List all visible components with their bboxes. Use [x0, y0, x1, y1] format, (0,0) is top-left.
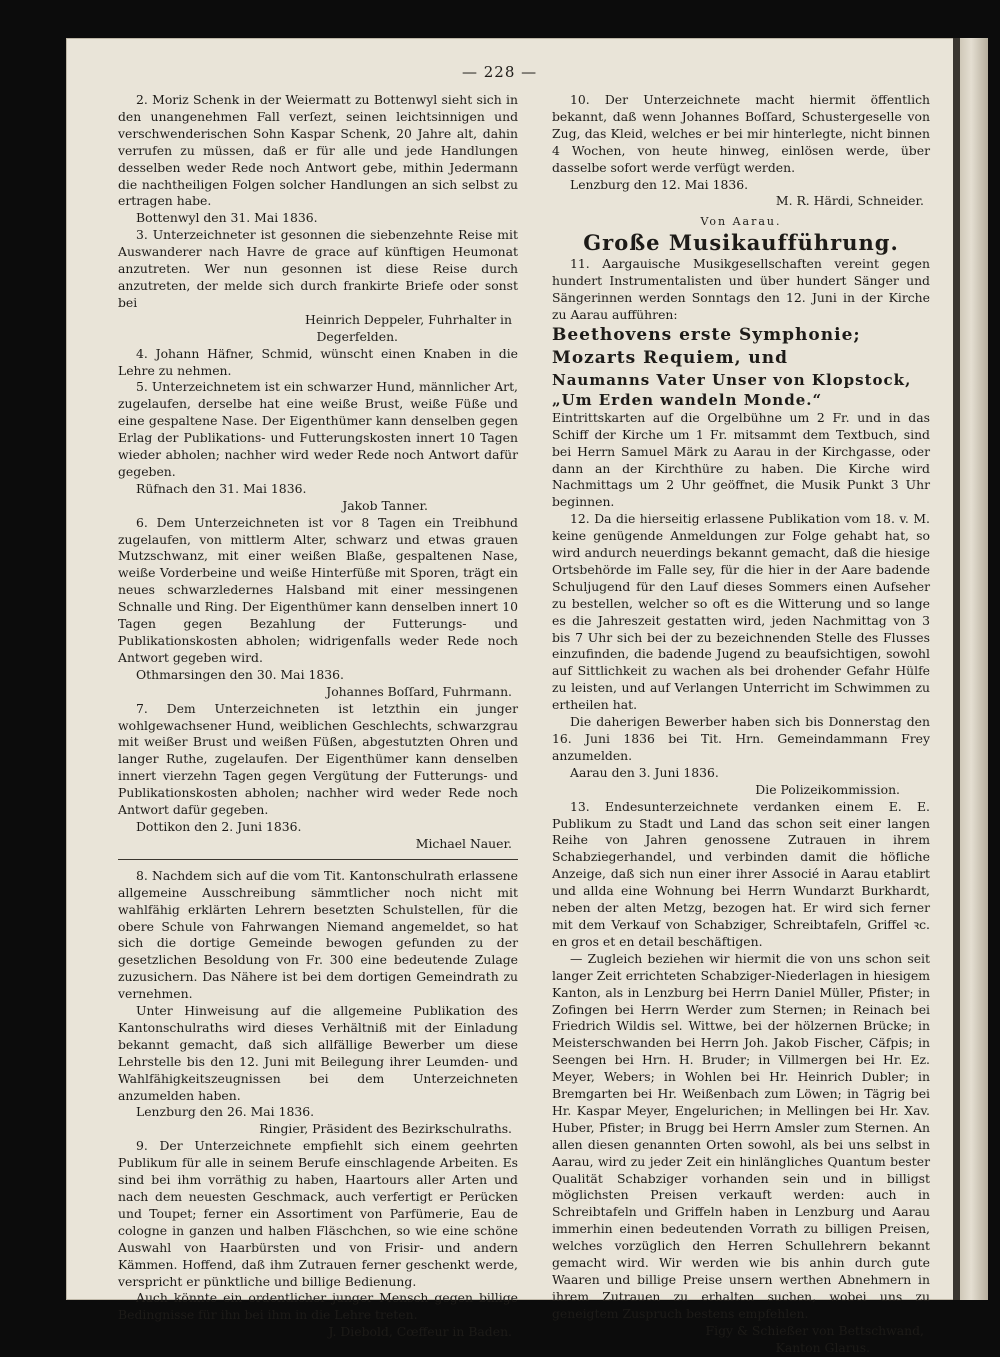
concert-heading: Große Musikaufführung.: [583, 230, 899, 256]
left-column: [118, 92, 518, 1341]
right-column: [552, 92, 930, 1357]
notice-8-date: Lenzburg den 26. Mai 1836.: [136, 1104, 315, 1120]
notice-10-signature: M. R. Härdi, Schneider.: [775, 193, 924, 209]
program-item-2: Mozarts Requiem, und: [552, 347, 789, 368]
notice-4: 4. Johann Häfner, Schmid, wünscht einen Knaben in die Lehre zu nehmen.: [118, 345, 518, 378]
program-item-1: Beethovens erste Symphonie;: [552, 324, 861, 345]
notice-12-date: Aarau den 3. Juni 1836.: [570, 764, 719, 780]
notice-12-signature: Die Polizeikommission.: [755, 781, 900, 797]
notice-3: 3. Unterzeichneter ist gesonnen die siebenzehnte Reise mit Auswanderer nach Havre de grace auf künftigen Heumonat anzutreten. Wer nun gesonnen ist diese Reise durch anzutreten, der melde sich durch frankirte Briefe oder sonst bei: [118, 227, 518, 310]
notice-3-place: Degerfelden.: [316, 328, 398, 344]
notice-5-date: Rüfnach den 31. Mai 1836.: [136, 480, 307, 496]
notice-5: 5. Unterzeichnetem ist ein schwarzer Hund, männlicher Art, zugelaufen, derselbe hat eine weiße Brust, weiße Füße und eine gespaltene Nase. Der Eigenthümer kann denselben gegen Erlag der Publikations- und Futterungskosten innert 10 Tagen wieder abholen; nachher wird weder Rede noch Antwort dafür gegeben.: [118, 379, 518, 479]
notice-9-continued: Auch könnte ein ordentlicher junger Mensch gegen billige Bedingnisse für ihn bei ihm in die Lehre treten.: [118, 1290, 518, 1323]
section-divider: [118, 859, 518, 860]
notice-10: 10. Der Unterzeichnete macht hiermit öffentlich bekannt, daß wenn Johannes Boſſard, Schustergeselle von Zug, das Kleid, welches er bei mir hinterlegte, nicht binnen 4 Wochen, von heute hinweg, einlösen werde, über dasselbe sofort werde verfügt werden.: [552, 92, 930, 175]
notice-3-signature: Heinrich Deppeler, Fuhrhalter in: [305, 311, 512, 327]
notice-6-signature: Johannes Boſſard, Fuhrmann.: [326, 683, 512, 699]
notice-12: 12. Da die hierseitig erlassene Publikation vom 18. v. M. keine genügende Anmeldungen zur Folge gehabt hat, so wird andurch neuerdings bekannt gemacht, daß die hiesige Ortsbehörde im Falle sey, für die hier in der Aare badende Schuljugend für den Lauf dieses Sommers einen Aufseher zu bestellen, welcher so oft es die Witterung und so lange es die Jahreszeit gestatten wird, jeden Nachmittag von 3 bis 7 Uhr sich bei der zu bezeichnenden Stelle des Flusses einzufinden, die badende Jugend zu beaufsichtigen, sowohl auf Sittlichkeit zu wachen als bei drohender Gefahr Hülfe zu leisten, und auf Verlangen Unterricht im Schwimmen zu ertheilen hat.: [552, 511, 930, 713]
notice-8-signature: Ringier, Präsident des Bezirkschulraths.: [259, 1121, 512, 1137]
notice-8-continued: Unter Hinweisung auf die allgemeine Publikation des Kantonschulraths wird dieses Verhältniß mit der Einladung bekannt gemacht, daß sich allfällige Bewerber um diese Lehrstelle bis den 12. Juni mit Beilegung ihrer Leumden- und Wahlfähigkeitszeugnissen bei dem Unterzeichneten anzumelden haben.: [118, 1003, 518, 1103]
notice-13-continued: — Zugleich beziehen wir hiermit die von uns schon seit langer Zeit errichteten Schabziger-Niederlagen in hiesigem Kanton, als in Lenzburg bei Herrn Daniel Müller, Pfister; in Zofingen bei Herrn Werder zum Sternen; in Reinach bei Friedrich Wildis sel. Wittwe, bei der hölzernen Brücke; in Meisterschwanden bei Herrn Joh. Jakob Fischer, Cäfpis; in Seengen bei Hrn. H. Bruder; in Villmergen bei Hr. Ez. Meyer, Webers; in Wohlen bei Hr. Heinrich Dubler; in Bremgarten bei Hr. Weißenbach zum Löwen; in Tägrig bei Hr. Kaspar Meyer, Engelurichen; in Mellingen bei Hr. Xav. Huber, Pfister; in Brugg bei Herrn Amsler zum Sternen. An allen diesen genannten Orten sowohl, als bei uns selbst in Aarau, wird zu jeder Zeit ein hinlängliches Quantum bester Qualität Schabziger vorhanden sein und in billigst möglichsten Preisen verkauft werden: auch in Schreibtafeln und Griffeln haben in Lenzburg und Aarau immerhin einen bedeutenden Vorrath zu billigen Preisen, welches vorzüglich den Herren Schullehrern bekannt gemacht wird. Wir werden wie bis anhin durch gute Waaren und billige Preise unsern werthen Abnehmern in ihrem Zutrauen zu erhalten suchen, wobei uns zu geneigtem Zuspruch bestens empfehlen.: [552, 950, 930, 1321]
notice-7-signature: Michael Nauer.: [415, 835, 512, 851]
notice-10-date: Lenzburg den 12. Mai 1836.: [570, 176, 749, 192]
notice-7-date: Dottikon den 2. Juni 1836.: [136, 818, 302, 834]
notice-13-signature: Figy & Schießer von Bettschwand,: [705, 1322, 924, 1338]
notice-5-signature: Jakob Tanner.: [342, 497, 428, 513]
place-heading: Von Aarau.: [700, 215, 782, 229]
notice-8: 8. Nachdem sich auf die vom Tit. Kantonschulrath erlassene allgemeine Ausschreibung sämmtlicher noch nicht mit wahlfähig erklärten Lehrern besetzten Schulstellen, für die obere Schule von Fahrwangen Niemand angemeldet, so hat sich die dortige Gemeinde bewogen gefunden zu der gesetzlichen Besoldung von Fr. 300 eine bedeutende Zulage zuzusichern. Das Nähere ist bei dem dortigen Gemeindrath zu vernehmen.: [118, 867, 518, 1002]
notice-9-signature: J. Diebold, Cœffeur in Baden.: [328, 1324, 512, 1340]
program-item-3: Naumanns Vater Unser von Klopstock, „Um Erden wandeln Monde.“: [552, 370, 912, 409]
next-page-edge: [960, 38, 988, 1300]
notice-9: 9. Der Unterzeichnete empfiehlt sich einem geehrten Publikum für alle in seinem Berufe einschlagende Arbeiten. Es sind bei ihm vorräthig zu haben, Haartours aller Arten und nach dem neuesten Geschmack, auch verfertigt er Perücken und Toupet; ferner ein Assortiment von Parfümerie, Eau de cologne in ganzen und halben Fläschchen, so wie eine schöne Auswahl von Haarbürsten und von Frisir- und andern Kämmen. Hoffend, daß ihm Zutrauen ferner geschenkt werde, verspricht er pünktliche und billige Bedienung.: [118, 1138, 518, 1289]
notice-13: 13. Endesunterzeichnete verdanken einem E. E. Publikum zu Stadt und Land das schon seit einer langen Reihe von Jahren genossene Zutrauen in ihrem Schabziegerhandel, und verbinden damit die höfliche Anzeige, daß sich nun einer ihrer Associé in Aarau etablirt und allda eine Wohnung bei Herrn Wundarzt Burkhardt, neben der alten Metzg, bezogen hat. Er wird sich ferner mit dem Verkauf von Schabziger, Schreibtafeln, Griffel ꝛc. en gros et en detail beschäftigen.: [552, 798, 930, 949]
notice-7: 7. Dem Unterzeichneten ist letzthin ein junger wohlgewachsener Hund, weiblichen Geschlechts, schwarzgrau mit weißer Brust und weißen Füßen, abgestutzten Ohren und langer Ruthe, zugelaufen. Der Eigenthümer kann denselben innert vierzehn Tagen gegen Vergütung der Futterungs- und Publikationskosten abholen; nachher wird weder Rede noch Antwort dafür gegeben.: [118, 700, 518, 818]
notice-2-date: Bottenwyl den 31. Mai 1836.: [136, 210, 318, 226]
notice-11: 11. Aargauische Musikgesellschaften vereint gegen hundert Instrumentalisten und über hundert Sänger und Sängerinnen werden Sonntags den 12. Juni in der Kirche zu Aarau aufführen:: [552, 256, 930, 322]
notice-13-place: Kanton Glarus.: [775, 1339, 870, 1355]
notice-6: 6. Dem Unterzeichneten ist vor 8 Tagen ein Treibhund zugelaufen, von mittlerm Alter, schwarz und etwas grauen Mutzschwanz, mit einer weißen Blaße, gespaltenen Nase, weiße Vorderbeine und weiße Hinterfüße mit Sporen, trägt ein neues schwarzledernes Halsband mit einer messingenen Schnalle und Ring. Der Eigenthümer kann denselben innert 10 Tagen gegen Bezahlung der Futterungs- und Publikationskosten abholen; widrigenfalls weder Rede noch Antwort gegeben wird.: [118, 514, 518, 665]
notice-12-continued: Die daherigen Bewerber haben sich bis Donnerstag den 16. Juni 1836 bei Tit. Hrn. Gemeindammann Frey anzumelden.: [552, 714, 930, 763]
notice-6-date: Othmarsingen den 30. Mai 1836.: [136, 666, 344, 682]
page-number: — 228 —: [462, 63, 538, 81]
notice-11-tickets: Eintrittskarten auf die Orgelbühne um 2 Fr. und in das Schiff der Kirche um 1 Fr. mitsammt dem Textbuch, sind bei Herrn Samuel Märk zu Aarau in der Kirchgasse, oder dann an der Kirchthüre zu haben. Die Kirche wird Nachmittags um 2 Uhr geöffnet, die Musik Punkt 3 Uhr beginnen.: [552, 409, 930, 510]
notice-2: 2. Moriz Schenk in der Weiermatt zu Bottenwyl sieht sich in den unangenehmen Fall verſezt, seinen leichtsinnigen und verschwenderischen Sohn Kaspar Schenk, 20 Jahre alt, dahin verrufen zu müssen, daß er für alle und jede Handlungen desselben weder Rede noch Antwort gebe, mithin Jedermann die nachtheiligen Folgen solcher Handlungen an sich selbst zu ertragen habe.: [118, 92, 518, 209]
